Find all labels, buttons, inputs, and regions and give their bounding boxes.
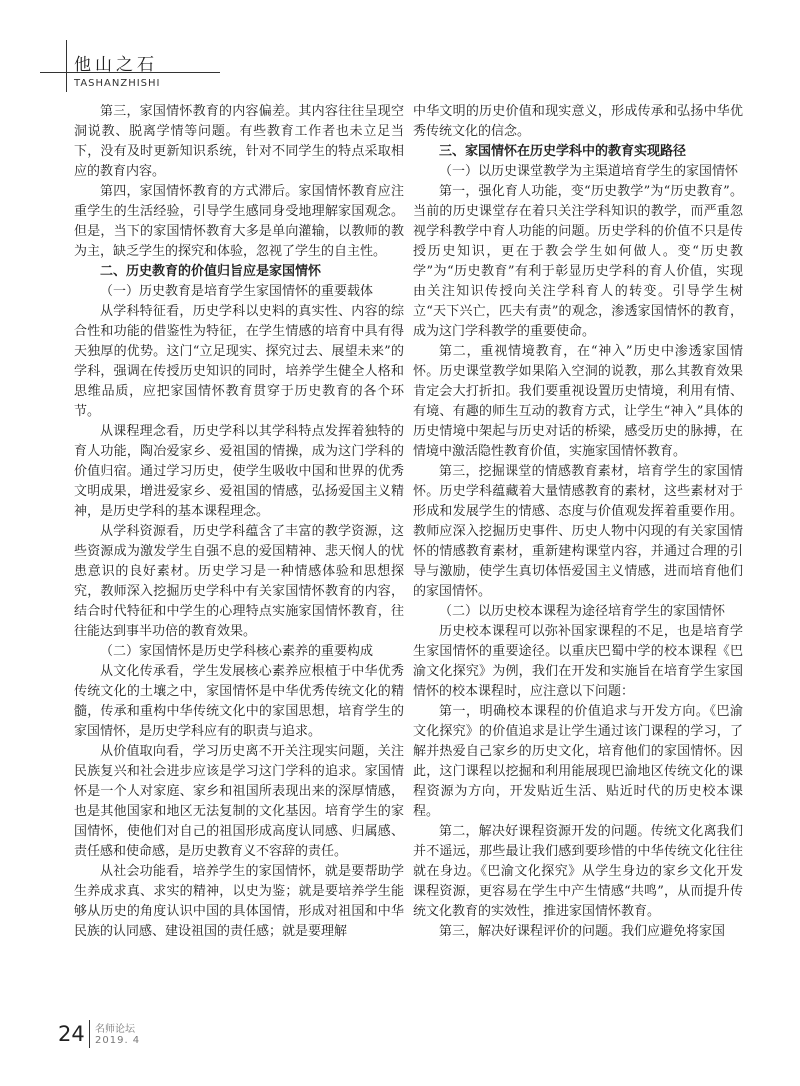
body-paragraph: 第一，强化育人功能，变“历史教学”为“历史教育”。当前的历史课堂存在着只关注学科知识的教学，而严重忽视学科教学中育人功能的问题。历史学科的价值不只是传授历史知识，更在于教会学生如何做人。变“历史教学”为“历史教育”有利于彰显历史学科的育人价值，实现由关注知识传授向关注学科育人的转变。引导学生树立“天下兴亡，匹夫有责”的观念，渗透家国情怀的教育，成为这门学科教学的重要使命。 [413,184,743,339]
body-paragraph: 从文化传承看，学生发展核心素养应根植于中华优秀传统文化的土壤之中，家国情怀是中华优秀传统文化的精髓，传承和重构中华传统文化中的家国思想，培育学生的家国情怀，是历史学科应有的职责与追求。 [74,664,404,739]
right-column [413,102,743,942]
subsection-heading: （一）历史教育是培育学生家国情怀的重要载体 [100,284,374,299]
body-paragraph: 从学科特征看，历史学科以史料的真实性、内容的综合性和功能的借鉴性为特征，在学生情感的培育中具有得天独厚的优势。这门“立足现实、探究过去、展望未来”的学科，强调在传授历史知识的同时，培养学生健全人格和思维品质，应把家国情怀教育贯穿于历史教育的各个环节。 [74,304,404,419]
body-paragraph: 第一，明确校本课程的价值追求与开发方向。《巴渝文化探究》的价值追求是让学生通过该门课程的学习，了解并热爱自己家乡的历史文化，培育他们的家国情怀。因此，这门课程以挖掘和利用能展现巴渝地区传统文化的课程资源为方向，开发贴近生活、贴近时代的历史校本课程。 [413,704,743,819]
body-paragraph: 第二，解决好课程资源开发的问题。传统文化离我们并不遥远，那些最让我们感到要珍惜的中华传统文化往往就在身边。《巴渝文化探究》从学生身边的家乡文化开发课程资源，更容易在学生中产生情感“共鸣”，从而提升传统文化教育的实效性，推进家国情怀教育。 [413,824,743,919]
header-vertical-rule [66,40,67,92]
left-column [74,102,404,942]
body-paragraph: 从价值取向看，学习历史离不开关注现实问题，关注民族复兴和社会进步应该是学习这门学科的追求。家国情怀是一个人对家庭、家乡和祖国所表现出来的深厚情感，也是其他国家和地区无法复制的文化基因。培育学生的家国情怀，使他们对自己的祖国形成高度认同感、归属感、责任感和使命感，是历史教育义不容辞的责任。 [74,744,404,859]
body-paragraph: 第三，解决好课程评价的问题。我们应避免将家国 [439,924,726,939]
body-paragraph: 从学科资源看，历史学科蕴含了丰富的教学资源，这些资源成为激发学生自强不息的爱国精神、悲天悯人的忧患意识的良好素材。历史学习是一种情感体验和思想探究，教师深入挖掘历史学科中有关家国情怀教育的内容，结合时代特征和中学生的心理特点实施家国情怀教育，往往能达到事半功倍的教育效果。 [74,524,404,639]
section-heading: 二、历史教育的价值归旨应是家国情怀 [100,264,322,279]
column-title-pinyin: TASHANZHISHI [74,78,161,89]
body-paragraph: 历史校本课程可以弥补国家课程的不足，也是培育学生家国情怀的重要途径。以重庆巴蜀中学的校本课程《巴渝文化探究》为例，我们在开发和实施旨在培育学生家国情怀的校本课程时，应注意以下问题： [413,624,743,699]
journal-name: 名师论坛 [95,1024,135,1035]
subsection-heading: （二）以历史校本课程为途径培育学生的家国情怀 [439,604,726,619]
body-paragraph: 第四，家国情怀教育的方式滞后。家国情怀教育应注重学生的生活经验，引导学生感同身受地理解家国观念。但是，当下的家国情怀教育大多是单向灌输，以教师的教为主，缺乏学生的探究和体验，忽视了学生的自主性。 [74,184,404,259]
body-paragraph: 中华文明的历史价值和现实意义，形成传承和弘扬中华优秀传统文化的信念。 [413,104,743,139]
body-paragraph: 从社会功能看，培养学生的家国情怀，就是要帮助学生养成求真、求实的精神，以史为鉴；就是要培养学生能够从历史的角度认识中国的具体国情，形成对祖国和中华民族的认同感、建设祖国的责任感；就是要理解 [74,864,404,939]
body-paragraph: 从课程理念看，历史学科以其学科特点发挥着独特的育人功能，陶冶爱家乡、爱祖国的情操，成为这门学科的价值归宿。通过学习历史，使学生吸收中国和世界的优秀文明成果，增进爱家乡、爱祖国的情感，弘扬爱国主义精神，是历史学科的基本课程理念。 [74,424,404,519]
section-heading: 三、家国情怀在历史学科中的教育实现路径 [439,144,687,159]
body-paragraph: 第二，重视情境教育，在“神入”历史中渗透家国情怀。历史课堂教学如果陷入空洞的说教，那么其教育效果肯定会大打折扣。我们要重视设置历史情境，利用有情、有境、有趣的师生互动的教育方式，让学生“神入”具体的历史情境中架起与历史对话的桥梁，感受历史的脉搏，在情境中激活隐性教育价值，实施家国情怀教育。 [413,344,743,459]
body-paragraph: 第三，挖掘课堂的情感教育素材，培育学生的家国情怀。历史学科蕴藏着大量情感教育的素材，这些素材对于形成和发展学生的情感、态度与价值观发挥着重要作用。教师应深入挖掘历史事件、历史人物中闪现的有关家国情怀的情感教育素材，重新建构课堂内容，并通过合理的引导与激励，使学生真切体悟爱国主义情感，进而培育他们的家国情怀。 [413,464,743,599]
page-number: 24 [58,1022,85,1046]
subsection-heading: （一）以历史课堂教学为主渠道培育学生的家国情怀 [439,164,739,179]
column-title: 他山之石 [74,55,158,75]
journal-issue: 2019. 4 [95,1035,141,1046]
subsection-heading: （二）家国情怀是历史学科核心素养的重要构成 [100,644,374,659]
body-paragraph: 第三，家国情怀教育的内容偏差。其内容往往呈现空洞说教、脱离学情等问题。有些教育工作者也未立足当下，没有及时更新知识系统，针对不同学生的特点采取相应的教育内容。 [74,104,404,179]
footer-divider [89,1020,90,1048]
